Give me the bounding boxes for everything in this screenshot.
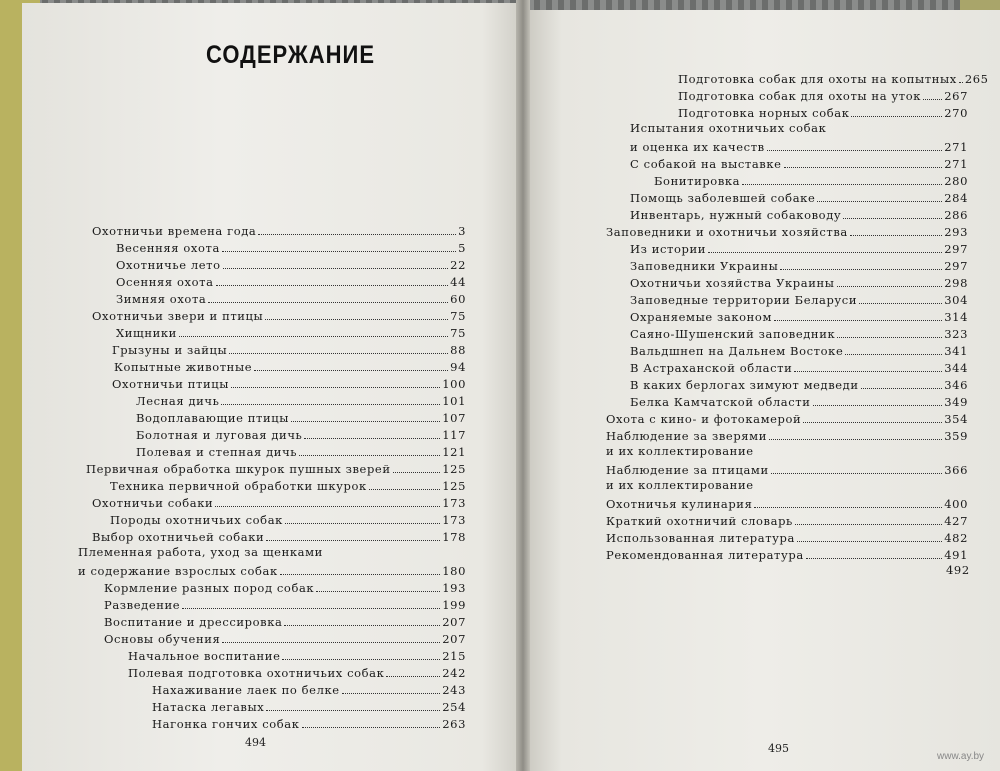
entry-page-number: 107 [442, 411, 466, 425]
left-toc-entry [110, 511, 466, 527]
entry-page-number: 346 [944, 378, 968, 392]
dot-leader [794, 371, 942, 372]
dot-leader [221, 404, 440, 405]
entry-title: Охотничьи времена года [92, 224, 257, 238]
left-toc-entry [104, 579, 466, 595]
entry-page-number: 271 [944, 157, 968, 171]
entry-page-number: 298 [944, 276, 968, 290]
dot-leader [771, 473, 943, 474]
entry-title: и содержание взрослых собак [78, 564, 278, 578]
dot-leader [304, 438, 440, 439]
book-gutter [516, 0, 530, 771]
right-toc-entry [678, 70, 989, 86]
right-toc-entry [678, 104, 968, 120]
dot-leader [797, 541, 942, 542]
entry-title: Разведение [104, 598, 181, 612]
dot-leader [284, 625, 440, 626]
dot-leader [817, 201, 942, 202]
entry-title: Выбор охотничьей собаки [92, 530, 265, 544]
dot-leader [774, 320, 942, 321]
entry-page-number: 243 [442, 683, 466, 697]
watermark: www.ay.by [937, 751, 985, 762]
entry-title: Лесная дичь [136, 394, 220, 408]
entry-page-number: 359 [944, 429, 968, 443]
entry-page-number: 491 [944, 548, 968, 562]
dot-leader [266, 710, 440, 711]
left-toc-entry [116, 239, 466, 255]
right-toc-entry [630, 393, 968, 409]
entry-page-number: 75 [450, 326, 466, 340]
entry-title: Охотничьи птицы [112, 377, 229, 391]
right-toc-entry [630, 274, 968, 290]
entry-title: Охотничья кулинария [606, 497, 753, 511]
left-toc-entry [152, 715, 466, 731]
entry-page-number: 173 [442, 513, 466, 527]
entry-page-number: 427 [944, 514, 968, 528]
entry-title: Охота с кино- и фотокамерой [606, 412, 802, 426]
left-toc-entry [114, 358, 466, 374]
left-toc-entry [92, 307, 466, 323]
entry-page-number: 270 [944, 106, 968, 120]
dot-leader [231, 387, 440, 388]
right-toc-entry-page-number: 492 [946, 563, 970, 577]
entry-title: Охотничьи хозяйства Украины [630, 276, 835, 290]
dot-leader [182, 608, 440, 609]
right-toc-entry [606, 546, 968, 562]
dot-leader [837, 337, 942, 338]
right-toc-entry [606, 461, 968, 477]
entry-page-number: 180 [442, 564, 466, 578]
dot-leader [708, 252, 942, 253]
entry-page-number: 121 [442, 445, 466, 459]
dot-leader [806, 558, 942, 559]
dot-leader [266, 540, 440, 541]
left-toc-entry [128, 664, 466, 680]
dot-leader [223, 268, 449, 269]
dot-leader [386, 676, 440, 677]
entry-page-number: 199 [442, 598, 466, 612]
entry-title: Вальдшнеп на Дальнем Востоке [630, 344, 844, 358]
entry-title: Заповедники и охотничьи хозяйства [606, 225, 848, 239]
dot-leader [254, 370, 448, 371]
dot-leader [291, 421, 440, 422]
dot-leader [767, 150, 943, 151]
entry-page-number: 193 [442, 581, 466, 595]
left-toc-entry [152, 681, 466, 697]
entry-title: Начальное воспитание [128, 649, 281, 663]
right-toc-entry [606, 495, 968, 511]
entry-page-number: 60 [450, 292, 466, 306]
left-toc-entry [104, 630, 466, 646]
right-toc-entry [678, 87, 968, 103]
right-toc-entry [630, 257, 968, 273]
entry-title: Помощь заболевшей собаке [630, 191, 816, 205]
entry-page-number: 267 [944, 89, 968, 103]
entry-page-number: 400 [944, 497, 968, 511]
left-toc-entry [92, 528, 466, 544]
entry-page-number: 125 [442, 479, 466, 493]
dot-leader [795, 524, 942, 525]
entry-page-number: 263 [442, 717, 466, 731]
entry-title: Весенняя охота [116, 241, 220, 255]
entry-title: Наблюдение за птицами [606, 463, 769, 477]
entry-page-number: 323 [944, 327, 968, 341]
dot-leader [215, 506, 440, 507]
entry-page-number: 271 [944, 140, 968, 154]
entry-page-number: 286 [944, 208, 968, 222]
dot-leader [859, 303, 942, 304]
right-toc-entry [606, 427, 968, 443]
entry-title: Подготовка собак для охоты на уток [678, 89, 922, 103]
entry-title: Саяно-Шушенский заповедник [630, 327, 836, 341]
entry-page-number: 88 [450, 343, 466, 357]
entry-title: Хищники [116, 326, 177, 340]
entry-page-number: 293 [944, 225, 968, 239]
dot-leader [959, 82, 963, 83]
entry-page-number: 5 [458, 241, 466, 255]
entry-title: и оценка их качеств [630, 140, 765, 154]
left-toc-entry [86, 460, 466, 476]
entry-title: В каких берлогах зимуют медведи [630, 378, 859, 392]
dot-leader [780, 269, 942, 270]
right-toc-entry [630, 359, 968, 375]
left-page-number: 494 [245, 736, 266, 749]
left-toc-entry-text: Племенная работа, уход за щенками [78, 545, 323, 559]
dot-leader [851, 116, 942, 117]
left-toc-entry [78, 562, 466, 578]
left-toc-entry [136, 392, 466, 408]
entry-page-number: 314 [944, 310, 968, 324]
dot-leader [222, 251, 456, 252]
entry-title: Подготовка норных собак [678, 106, 850, 120]
entry-title: Подготовка собак для охоты на копытных [678, 72, 957, 86]
left-toc-entry [136, 409, 466, 425]
right-toc-entry [606, 529, 968, 545]
dot-leader [923, 99, 942, 100]
page-title: СОДЕРЖАНИЕ [206, 40, 376, 69]
entry-page-number: 304 [944, 293, 968, 307]
entry-page-number: 3 [458, 224, 466, 238]
right-toc-entry [630, 206, 968, 222]
entry-title: Породы охотничьих собак [110, 513, 283, 527]
entry-page-number: 75 [450, 309, 466, 323]
entry-title: Заповедники Украины [630, 259, 779, 273]
entry-title: Осенняя охота [116, 275, 214, 289]
dot-leader [222, 642, 440, 643]
entry-page-number: 254 [442, 700, 466, 714]
left-toc-entry [116, 273, 466, 289]
entry-page-number: 297 [944, 259, 968, 273]
entry-page-number: 117 [442, 428, 466, 442]
entry-page-number: 173 [442, 496, 466, 510]
entry-page-number: 366 [944, 463, 968, 477]
right-page-number: 495 [768, 742, 789, 755]
entry-title: Полевая и степная дичь [136, 445, 298, 459]
entry-title: В Астраханской области [630, 361, 793, 375]
right-toc-entry-text: и их коллектирование [606, 444, 754, 458]
dot-leader [784, 167, 943, 168]
right-toc-entry [630, 342, 968, 358]
dot-leader [837, 286, 943, 287]
right-toc-entry [606, 512, 968, 528]
entry-page-number: 94 [450, 360, 466, 374]
entry-title: Охраняемые законом [630, 310, 772, 324]
right-toc-entry [654, 172, 968, 188]
right-toc-entry [630, 291, 968, 307]
entry-title: Рекомендованная литература [606, 548, 804, 562]
entry-title: Болотная и луговая дичь [136, 428, 303, 442]
entry-title: Первичная обработка шкурок пушных зверей [86, 462, 391, 476]
right-toc-entry [630, 189, 968, 205]
dot-leader [742, 184, 942, 185]
entry-title: Основы обучения [104, 632, 221, 646]
entry-title: Охотничьи собаки [92, 496, 214, 510]
entry-title: Зимняя охота [116, 292, 207, 306]
entry-title: Грызуны и зайцы [112, 343, 228, 357]
left-toc-entry [116, 256, 466, 272]
right-toc-entry [606, 410, 968, 426]
entry-title: Охотничьи звери и птицы [92, 309, 264, 323]
dot-leader [280, 574, 440, 575]
entry-title: Полевая подготовка охотничьих собак [128, 666, 385, 680]
dot-leader [803, 422, 942, 423]
entry-page-number: 207 [442, 615, 466, 629]
right-toc-entry-text: Испытания охотничьих собак [630, 121, 827, 135]
dot-leader [282, 659, 440, 660]
left-toc-entry [152, 698, 466, 714]
entry-title: Нахаживание лаек по белке [152, 683, 340, 697]
entry-page-number: 101 [442, 394, 466, 408]
dot-leader [302, 727, 441, 728]
left-toc-entry [104, 613, 466, 629]
entry-page-number: 284 [944, 191, 968, 205]
entry-title: Нагонка гончих собак [152, 717, 300, 731]
right-toc-entry [606, 223, 968, 239]
dot-leader [769, 439, 942, 440]
dot-leader [850, 235, 942, 236]
dot-leader [813, 405, 943, 406]
entry-page-number: 280 [944, 174, 968, 188]
entry-title: Бонитировка [654, 174, 741, 188]
left-toc-entry [116, 324, 466, 340]
left-toc-entry [104, 596, 466, 612]
entry-page-number: 482 [944, 531, 968, 545]
dot-leader [342, 693, 441, 694]
dot-leader [208, 302, 448, 303]
entry-page-number: 265 [964, 72, 989, 86]
dot-leader [229, 353, 448, 354]
entry-title: Наблюдение за зверями [606, 429, 767, 443]
entry-title: Охотничье лето [116, 258, 221, 272]
right-toc-entry [630, 325, 968, 341]
dot-leader [216, 285, 449, 286]
entry-page-number: 242 [442, 666, 466, 680]
left-toc-entry [136, 426, 466, 442]
entry-page-number: 22 [450, 258, 466, 272]
right-toc-entry-text: и их коллектирование [606, 478, 754, 492]
entry-page-number: 341 [944, 344, 968, 358]
dot-leader [845, 354, 942, 355]
right-toc-entry [630, 376, 968, 392]
entry-title: Натаска легавых [152, 700, 265, 714]
entry-title: Из истории [630, 242, 707, 256]
right-toc-entry [630, 308, 968, 324]
entry-title: Водоплавающие птицы [136, 411, 290, 425]
dot-leader [316, 591, 440, 592]
left-toc-entry [92, 494, 466, 510]
dot-leader [861, 388, 943, 389]
entry-title: Воспитание и дрессировка [104, 615, 283, 629]
dot-leader [754, 507, 942, 508]
entry-title: С собакой на выставке [630, 157, 782, 171]
dot-leader [843, 218, 942, 219]
right-toc-entry [630, 138, 968, 154]
dot-leader [179, 336, 448, 337]
left-toc-entry [116, 290, 466, 306]
left-toc-entry [128, 647, 466, 663]
left-toc-entry [112, 341, 466, 357]
entry-title: Инвентарь, нужный собаководу [630, 208, 842, 222]
dot-leader [285, 523, 440, 524]
entry-page-number: 297 [944, 242, 968, 256]
left-toc-entry [112, 375, 466, 391]
entry-page-number: 344 [944, 361, 968, 375]
dot-leader [299, 455, 440, 456]
right-toc-entry [630, 155, 968, 171]
entry-page-number: 100 [442, 377, 466, 391]
entry-page-number: 178 [442, 530, 466, 544]
right-toc-entry [630, 240, 968, 256]
left-toc-entry [110, 477, 466, 493]
left-toc-entry [136, 443, 466, 459]
entry-page-number: 125 [442, 462, 466, 476]
dot-leader [369, 489, 440, 490]
entry-title: Использованная литература [606, 531, 795, 545]
entry-page-number: 44 [450, 275, 466, 289]
dot-leader [265, 319, 448, 320]
entry-title: Техника первичной обработки шкурок [110, 479, 367, 493]
left-toc-entry [92, 222, 466, 238]
entry-title: Краткий охотничий словарь [606, 514, 793, 528]
entry-page-number: 354 [944, 412, 968, 426]
entry-page-number: 349 [944, 395, 968, 409]
dot-leader [258, 234, 456, 235]
dot-leader [393, 472, 441, 473]
entry-title: Кормление разных пород собак [104, 581, 315, 595]
entry-title: Белка Камчатской области [630, 395, 811, 409]
entry-title: Копытные животные [114, 360, 253, 374]
entry-title: Заповедные территории Беларуси [630, 293, 858, 307]
entry-page-number: 215 [442, 649, 466, 663]
entry-page-number: 207 [442, 632, 466, 646]
